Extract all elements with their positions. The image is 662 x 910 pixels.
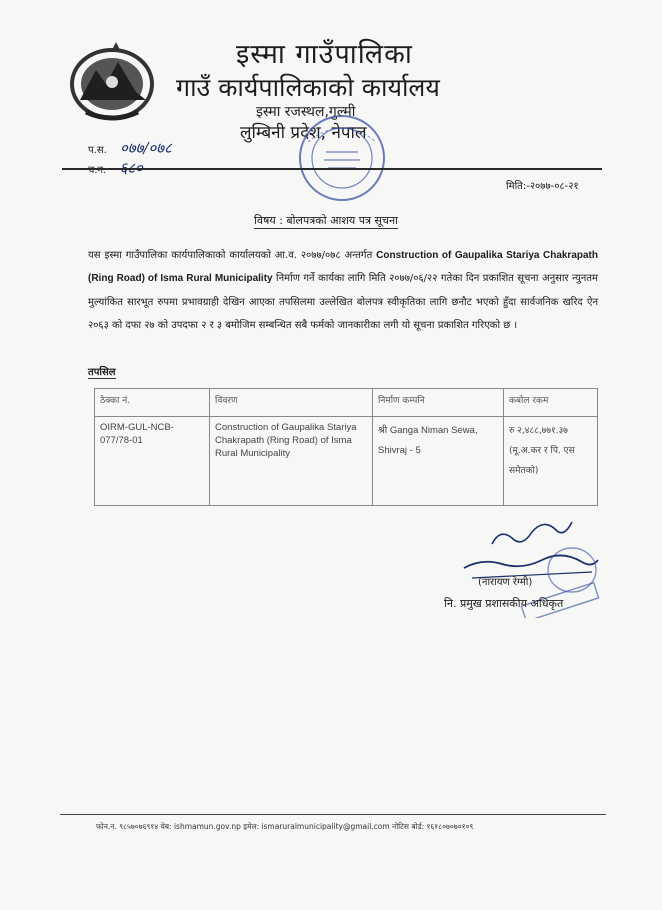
office-stamp [296,112,388,204]
tapsil-heading: तपसिल [88,364,116,379]
cell-company: श्री Ganga Niman Sewa, Shivraj - 5 [373,417,504,506]
patra-label: प.स. [88,145,107,156]
table-header-row [95,389,598,417]
cell-contract-no: OIRM-GUL-NCB-077/78-01 [95,417,210,506]
header-divider [62,168,602,170]
contract-details-table [94,388,598,506]
project-name: Construction of Gaupalika Stariya Chakrapath (Ring Road) of Isma Rural Municipality [88,250,598,285]
col-amount: कबोल रकम [504,389,598,417]
signatory-name: (नारायण रेग्मी) [478,577,533,588]
chalani-label: च.न. [88,165,107,176]
document-date: मिति:-२०७७-०८-२१ [506,181,579,192]
notice-body [88,244,598,337]
col-contract-no: ठेक्का नं. [95,389,210,417]
patra-value: ०७७/०७८ [120,139,172,157]
footer-divider [60,814,606,815]
signatory-title: नि. प्रमुख प्रशासकीय अधिकृत [444,597,564,610]
body-part2: निर्माण गर्ने कार्यका लागि मिति २०७७/०६/२२ गतेका दिन प्रकाशित सूचना अनुसार न्युनतम मुल्यांकित सारभूत रुपमा प्रभावग्राही देखिन आएका तपसिलमा उल्लेखित बोलपत्र स्वीकृतिका लागि छनौट भएको हुँदा सार्वजनिक खरिद ऐन २०६३ को दफा २७ को उपदफा २ र ३ बमोजिम सम्बन्धित सबै फर्मको जानकारीका लगी यो सूचना प्रकाशित गरिएको छ । [88,273,598,331]
office-name: गाउँ कार्यपालिकाको कार्यालय [176,73,440,102]
footer-contact: फोन.न. ९८५७०७६९१४ वेब: ishmamun.gov.np इमेल: ismaruralmunicipality@gmail.com नोटिस बोर्ड: १६१८०७०७०१०९ [96,822,474,831]
cell-amount: रु २,४८८,७७१.३७ (मू.अ.कर र पि. एस समेतको) [504,417,598,506]
body-part1: यस इस्मा गाउँपालिका कार्यपालिकाको कार्यालयको आ.व. २०७७/०७८ अन्तर्गत [88,250,377,261]
office-location: इस्मा रजस्थल,गुल्मी [256,104,356,120]
cell-description: Construction of Gaupalika Stariya Chakrapath (Ring Road) of Isma Rural Municipality [210,417,373,506]
col-company: निर्माण कम्पनि [373,389,504,417]
table-row [95,417,598,506]
org-name: इस्मा गाउँपालिका [236,39,413,70]
col-description: विवरण [210,389,373,417]
nepal-emblem-logo [66,40,158,122]
chalani-value: ६८० [119,159,143,177]
subject-line: विषय : बोलपत्रको आशय पत्र सूचना [254,214,398,227]
office-province: लुम्बिनी प्रदेश, नेपाल [240,123,367,143]
patra-sankhya [88,138,172,158]
